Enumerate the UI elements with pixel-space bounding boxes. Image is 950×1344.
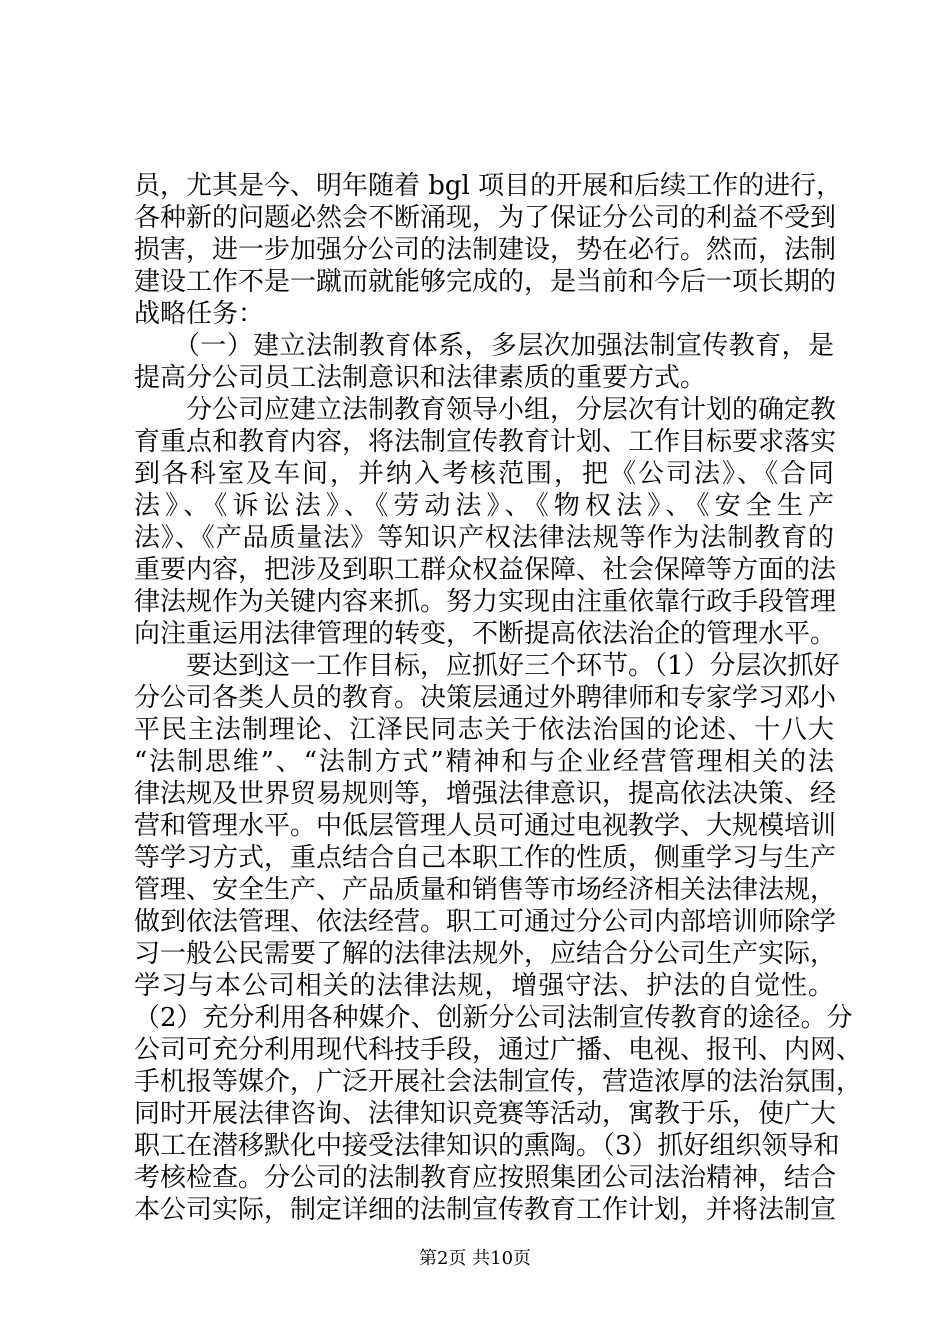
text-line: 律法规作为关键内容来抓。努力实现由注重依靠行政手段管理 (134, 587, 837, 617)
text-line: 管理、安全生产、产品质量和销售等市场经济相关法律法规， (134, 875, 837, 905)
text-line: 向注重运用法律管理的转变，不断提高依法治企的管理水平。 (134, 619, 837, 649)
text-line: 法》、《诉讼法》、《劳动法》、《物权法》、《安全生产 (134, 491, 834, 521)
text-line: 员，尤其是今、明年随着 bgl 项目的开展和后续工作的进行， (134, 171, 843, 201)
text-line: 到各科室及车间，并纳入考核范围，把《公司法》、《合同 (134, 459, 834, 489)
text-line: “法制思维”、“法制方式”精神和与企业经营管理相关的法 (134, 747, 834, 777)
text-line: 营和管理水平。中低层管理人员可通过电视教学、大规模培训 (134, 811, 837, 841)
text-line: 要达到这一工作目标，应抓好三个环节。（1）分层次抓好 (134, 651, 840, 681)
text-line: 法》、《产品质量法》等知识产权法律法规等作为法制教育的 (134, 523, 834, 553)
text-line: 分公司各类人员的教育。决策层通过外聘律师和专家学习邓小 (134, 683, 837, 713)
text-line: 本公司实际，制定详细的法制宣传教育工作计划，并将法制宣 (134, 1195, 837, 1225)
text-line: （一）建立法制教育体系，多层次加强法制宣传教育，是 (134, 331, 834, 361)
text-line: 提高分公司员工法制意识和法律素质的重要方式。 (134, 363, 707, 393)
text-line: 律法规及世界贸易规则等，增强法律意识，提高依法决策、经 (134, 779, 837, 809)
text-line: 职工在潜移默化中接受法律知识的熏陶。（3）抓好组织领导和 (134, 1131, 840, 1161)
text-line: （2）充分利用各种媒介、创新分公司法制宣传教育的途径。分 (134, 1003, 853, 1033)
text-line: 战略任务： (134, 299, 265, 329)
text-line: 等学习方式，重点结合自己本职工作的性质，侧重学习与生产 (134, 843, 837, 873)
text-line: 各种新的问题必然会不断涌现，为了保证分公司的利益不受到 (134, 203, 837, 233)
text-line: 同时开展法律咨询、法律知识竞赛等活动，寓教于乐，使广大 (134, 1099, 837, 1129)
text-line: 分公司应建立法制教育领导小组，分层次有计划的确定教 (134, 395, 837, 425)
body-text (134, 170, 863, 1226)
text-line: 建设工作不是一蹴而就能够完成的，是当前和今后一项长期的 (134, 267, 837, 297)
text-line: 做到依法管理、依法经营。职工可通过分公司内部培训师除学 (134, 907, 837, 937)
page-footer: 第2页 共10页 (418, 1248, 532, 1269)
text-line: 学习与本公司相关的法律法规，增强守法、护法的自觉性。 (134, 971, 834, 1001)
text-line: 损害，进一步加强分公司的法制建设，势在必行。然而，法制 (134, 235, 837, 265)
text-line: 考核检查。分公司的法制教育应按照集团公司法治精神，结合 (134, 1163, 837, 1193)
text-line: 重要内容，把涉及到职工群众权益保障、社会保障等方面的法 (134, 555, 837, 585)
text-line: 手机报等媒介，广泛开展社会法制宣传，营造浓厚的法治氛围， (134, 1067, 863, 1097)
text-line: 育重点和教育内容，将法制宣传教育计划、工作目标要求落实 (134, 427, 837, 457)
text-line: 公司可充分利用现代科技手段，通过广播、电视、报刊、内网、 (134, 1035, 863, 1065)
text-line: 习一般公民需要了解的法律法规外，应结合分公司生产实际， (134, 939, 837, 969)
text-line: 平民主法制理论、江泽民同志关于依法治国的论述、十八大 (134, 715, 834, 745)
